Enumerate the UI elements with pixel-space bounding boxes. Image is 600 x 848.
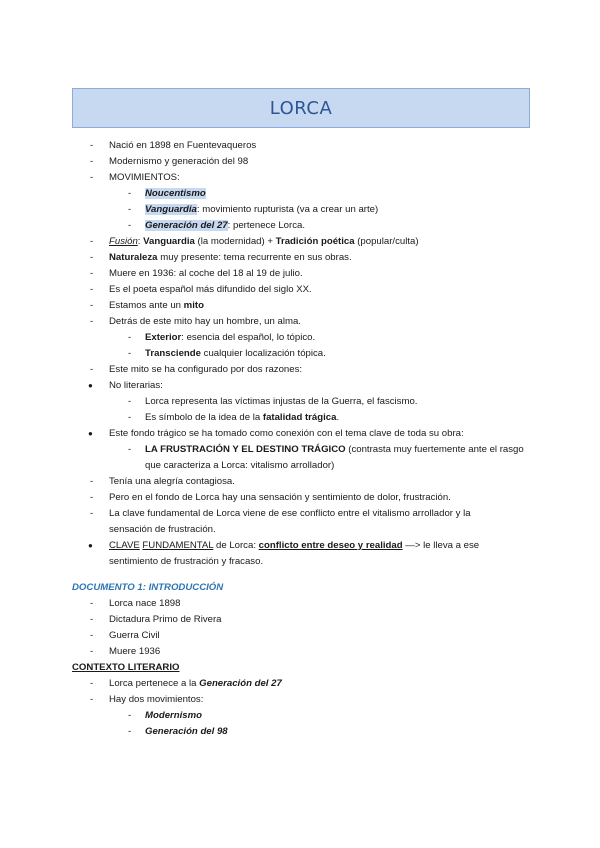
bullet-dash: -: [128, 726, 132, 737]
text-run: Tradición poética: [275, 236, 355, 247]
bullet-dash: -: [90, 300, 94, 311]
text-run: que caracteriza a Lorca: vitalismo arrollador): [145, 460, 335, 471]
bullet-dash: -: [90, 508, 94, 519]
text-run: CLAVE: [109, 540, 140, 551]
text-run: mito: [183, 300, 204, 311]
text-run: Vanguardia: [145, 204, 197, 215]
bullet-dash: -: [128, 204, 132, 215]
list-item: [109, 235, 419, 248]
list-item: [145, 459, 334, 472]
text-run: Exterior: [145, 332, 182, 343]
text-run: FUNDAMENTAL: [142, 540, 214, 551]
text-run: Muere en 1936: al coche del 18 al 19 de julio.: [109, 268, 303, 279]
list-item: [109, 677, 282, 690]
bullet-dash: -: [128, 220, 132, 231]
text-run: Pero en el fondo de Lorca hay una sensación y sentimiento de dolor, frustración.: [109, 492, 451, 503]
text-run: —> le lleva a ese: [402, 540, 480, 551]
text-run: :: [137, 236, 144, 247]
bullet-dash: -: [90, 678, 94, 689]
list-item: [109, 251, 352, 264]
list-item: [145, 331, 315, 344]
bullet-dash: -: [90, 364, 94, 375]
text-run: muy presente: tema recurrente en sus obras.: [157, 252, 352, 263]
text-run: Fusión: [109, 236, 138, 247]
list-item: [109, 475, 235, 488]
text-run: conflicto entre deseo y realidad: [258, 540, 403, 551]
section-heading: [72, 661, 180, 674]
text-run: Noucentismo: [145, 188, 206, 199]
list-item: [109, 171, 180, 184]
bullet-dash: -: [90, 630, 94, 641]
list-item: [109, 613, 222, 626]
bullet-dash: -: [90, 236, 94, 247]
list-item: [109, 155, 248, 168]
text-run: Este fondo trágico se ha tomado como conexión con el tema clave de toda su obra:: [109, 428, 464, 439]
list-item: [109, 267, 303, 280]
list-item: [145, 395, 417, 408]
text-run: Naturaleza: [109, 252, 158, 263]
list-item: [145, 725, 228, 738]
list-item: [109, 539, 479, 552]
bullet-dash: -: [90, 646, 94, 657]
list-item: [145, 203, 378, 216]
text-run: Modernismo y generación del 98: [109, 156, 249, 167]
bullet-dash: -: [90, 316, 94, 327]
text-run: (la modernidad) +: [194, 236, 276, 247]
bullet-dash: -: [90, 476, 94, 487]
bullet-dash: -: [90, 172, 94, 183]
text-run: sentimiento de frustración y fracaso.: [109, 556, 264, 567]
list-item: [109, 299, 204, 312]
list-item: [109, 523, 216, 536]
text-run: cualquier localización tópica.: [201, 348, 326, 359]
text-run: fatalidad trágica: [262, 412, 337, 423]
text-run: Es el poeta español más difundido del siglo XX.: [109, 284, 312, 295]
text-run: Generación del 27: [199, 678, 282, 689]
text-run: sensación de frustración.: [109, 524, 216, 535]
list-item: [145, 219, 305, 232]
page-title: LORCA: [72, 88, 530, 128]
list-item: [109, 139, 256, 152]
text-run: Hay dos movimientos:: [109, 694, 204, 705]
text-run: : movimiento rupturista (va a crear un arte): [196, 204, 379, 215]
text-run: La clave fundamental de Lorca viene de ese conflicto entre el vitalismo arrollador y la: [109, 508, 471, 519]
list-item: [109, 363, 302, 376]
bullet-dash: -: [128, 412, 132, 423]
list-item: [109, 507, 471, 520]
list-item: [109, 597, 180, 610]
list-item: [109, 315, 301, 328]
text-run: CONTEXTO LITERARIO: [72, 662, 180, 673]
list-item: [109, 645, 160, 658]
list-item: [145, 443, 524, 456]
list-item: [109, 491, 451, 504]
bullet-dash: -: [90, 268, 94, 279]
list-item: [145, 187, 206, 200]
bullet-dash: -: [90, 284, 94, 295]
bullet-dash: -: [90, 598, 94, 609]
text-run: Lorca pertenece a la: [109, 678, 200, 689]
text-run: Generación del 98: [145, 726, 228, 737]
list-item: [145, 347, 326, 360]
text-run: Modernismo: [145, 710, 203, 721]
list-item: [109, 379, 163, 392]
bullet-dash: -: [128, 396, 132, 407]
text-run: Lorca representa las víctimas injustas de la Guerra, el fascismo.: [145, 396, 418, 407]
bullet-dash: -: [90, 252, 94, 263]
text-run: Lorca nace 1898: [109, 598, 181, 609]
list-item: [109, 629, 160, 642]
text-run: Muere 1936: [109, 646, 161, 657]
text-run: Estamos ante un: [109, 300, 184, 311]
bullet-dash: -: [128, 188, 132, 199]
bullet-dash: -: [128, 332, 132, 343]
text-run: LA FRUSTRACIÓN Y EL DESTINO TRÁGICO: [145, 444, 346, 455]
text-run: : pertenece Lorca.: [227, 220, 305, 231]
bullet-dash: -: [128, 444, 132, 455]
bullet-dash: -: [128, 348, 132, 359]
bullet-dot: ●: [88, 541, 93, 550]
list-item: [109, 555, 263, 568]
bullet-dash: -: [90, 614, 94, 625]
text-run: (contrasta muy fuertemente ante el rasgo: [345, 444, 524, 455]
bullet-dash: -: [90, 694, 94, 705]
section-heading: [72, 581, 223, 594]
text-run: Dictadura Primo de Rivera: [109, 614, 222, 625]
list-item: [109, 283, 312, 296]
text-run: (popular/culta): [354, 236, 419, 247]
text-run: Transciende: [145, 348, 201, 359]
text-run: Es símbolo de la idea de la: [145, 412, 263, 423]
text-run: Nació en 1898 en Fuentevaqueros: [109, 140, 257, 151]
text-run: Tenía una alegría contagiosa.: [109, 476, 235, 487]
bullet-dash: -: [90, 492, 94, 503]
list-item: [109, 693, 203, 706]
text-run: Generación del 27: [145, 220, 228, 231]
bullet-dash: -: [90, 140, 94, 151]
text-run: Vanguardia: [143, 236, 195, 247]
bullet-dash: -: [128, 710, 132, 721]
text-run: MOVIMIENTOS:: [109, 172, 180, 183]
text-run: Guerra Civil: [109, 630, 160, 641]
bullet-dot: ●: [88, 381, 93, 390]
list-item: [109, 427, 464, 440]
text-run: DOCUMENTO 1: INTRODUCCIÓN: [72, 582, 224, 593]
bullet-dash: -: [90, 156, 94, 167]
text-run: .: [336, 412, 340, 423]
list-item: [145, 411, 339, 424]
text-run: de Lorca:: [213, 540, 259, 551]
bullet-dot: ●: [88, 429, 93, 438]
text-run: No literarias:: [109, 380, 163, 391]
text-run: Detrás de este mito hay un hombre, un alma.: [109, 316, 301, 327]
text-run: : esencia del español, lo tópico.: [181, 332, 316, 343]
list-item: [145, 709, 202, 722]
text-run: Este mito se ha configurado por dos razones:: [109, 364, 303, 375]
